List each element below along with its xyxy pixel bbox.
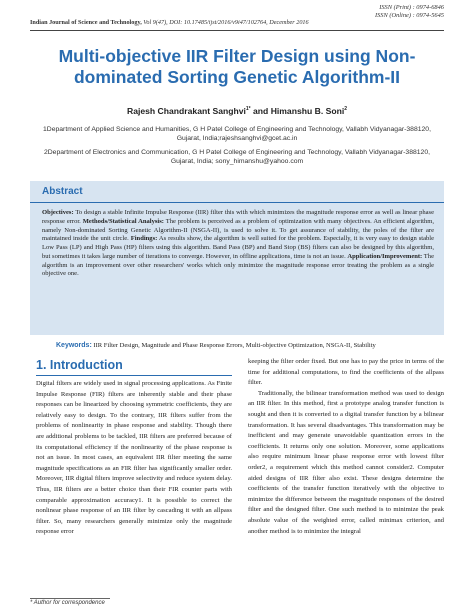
footnote-rule (30, 598, 110, 599)
methods-text: The problem is perceived as a problem of optimization with many objectives. An efficient algorithm, namely Non-dominated Sorting Genetic Algorithm-II (NSGA-II), is used to solve it. To get assurance of stability, the poles of the filter are maintained inside the unit circle. (42, 217, 434, 243)
abstract-body (42, 209, 434, 279)
left-column (36, 379, 232, 538)
intro-paragraph-left: Digital filters are widely used in signal processing applications. As Finite Impulse Response (FIR) filters are inherently stable and their phase responses can be linearized by choosing symmetric coefficients, they are relatively easy to design. To the contrary, IIR filters suffer from the problems of nonlinearity in phase response and stability. Though there are additional problems to be tackled, IIR filters are preferred because of its computational efficiency if the nonlinearity of the phase response is not an issue. In most cases, an equivalent IIR filter meeting the same magnitude specifications as an FIR filter has significantly smaller order. Moreover, IIR digital filters improve selectivity and reduce system delay. Thus, IIR filters are a better choice than their FIR counter parts with comparable approximation accuracy1. It is possible to correct the nonlinear phase response of an IIR filter by cascading it with an allpass filter. So, many researchers generally minimize only the magnitude response error (36, 380, 232, 536)
introduction-rule (36, 375, 232, 376)
findings-text: As results show, the algorithm is well suited for the problem. Especially, it is very easy to design stable Low Pass (LP) and High Pass (HP) filters using this algorithm. Band Pass (BP) and Band Stop (BS) filters can also be designed by this algorithm, but sometimes it takes large number of iterations to converge. However, in offline applications, time is not an issue. (42, 235, 434, 260)
keywords-label: Keywords: (56, 342, 92, 349)
abstract-heading: Abstract (42, 186, 83, 197)
issn-print: ISSN (Print) : 0974-6846 (379, 4, 444, 11)
objectives-text: To design a stable Infinite Impulse Response (IIR) filter this with which minimizes the magnitude response error as well as linear phase response error. (42, 209, 434, 225)
methods-label: Methods/Statistical Analysis: (82, 217, 164, 225)
application-text: The algorithm is an improvement over other researchers' works which only minimize the magnitude response error treating the problem as a single objective one. (42, 252, 434, 278)
abstract-box (30, 181, 444, 335)
intro-paragraph-right-1: keeping the filter order fixed. But one has to pay the price in terms of the time for additional computations, to find the coefficients of the allpass filter. (248, 358, 444, 387)
abstract-header (30, 181, 444, 203)
keywords-text: IIR Filter Design, Magnitude and Phase Response Errors, Multi-objective Optimization, NSGA-II, Stability (91, 342, 376, 349)
intro-paragraph-right-2: Traditionally, the bilinear transformation method was used to design an IIR filter. In this method, first a prototype analog transfer function is sought and then it is converted to a digital transfer function by a bilinear transformation. It has several disadvantages. This transformation may be inefficient and may generate unavoidable quantization errors in the coefficients. It returns only one solution. Moreover, some applications also require minimum linear phase response error with lowest filter order2, a requirement which this method cannot consider2. Computer aided designs of IIR filter also exist. These designs determine the coefficients of the transfer function iteratively with the objective to minimize the difference between the magnitude responses of the desired filter and the designed filter. One such method is to minimize the peak absolute value of the weighted error, called minimax criterion, and another method is to minimize the integral (248, 389, 444, 535)
journal-name: Indian Journal of Science and Technology, (30, 19, 142, 26)
footnote: * Author for correspondence (30, 600, 105, 606)
objectives-label: Objectives: (42, 209, 74, 216)
issn-online: ISSN (Online) : 0974-5645 (374, 12, 444, 19)
affiliation-1: 1Department of Applied Science and Humanities, G H Patel College of Engineering and Technology, Vallabh Vidyanagar-388120, Gujarat, India;rajeshsanghvi@gcet.ac.in (43, 126, 431, 142)
introduction-heading: 1. Introduction (36, 358, 123, 372)
right-column (248, 357, 444, 537)
affiliation-2: 2Department of Electronics and Communication, G H Patel College of Engineering and Technology, Vallabh Vidyanagar-388120, Gujarat, India; sony_himanshu@yahoo.com (43, 149, 431, 165)
paper-title: Multi-objective IIR Filter Design using Non-dominated Sorting Genetic Algorithm-II (58, 46, 416, 87)
application-label: Application/Improvement: (347, 252, 423, 260)
header-rule (30, 30, 444, 31)
findings-label: Findings: (130, 235, 158, 243)
keywords (56, 342, 444, 350)
authors: Rajesh Chandrakant Sanghvi$^{1*}$ and Himanshu B. Soni$^2$ (126, 105, 348, 116)
journal-line (30, 19, 444, 27)
journal-meta: Vol 9(47), DOI: 10.17485/ijst/2016/v9i47/102764, December 2016 (143, 19, 309, 26)
issn-block (375, 4, 444, 20)
